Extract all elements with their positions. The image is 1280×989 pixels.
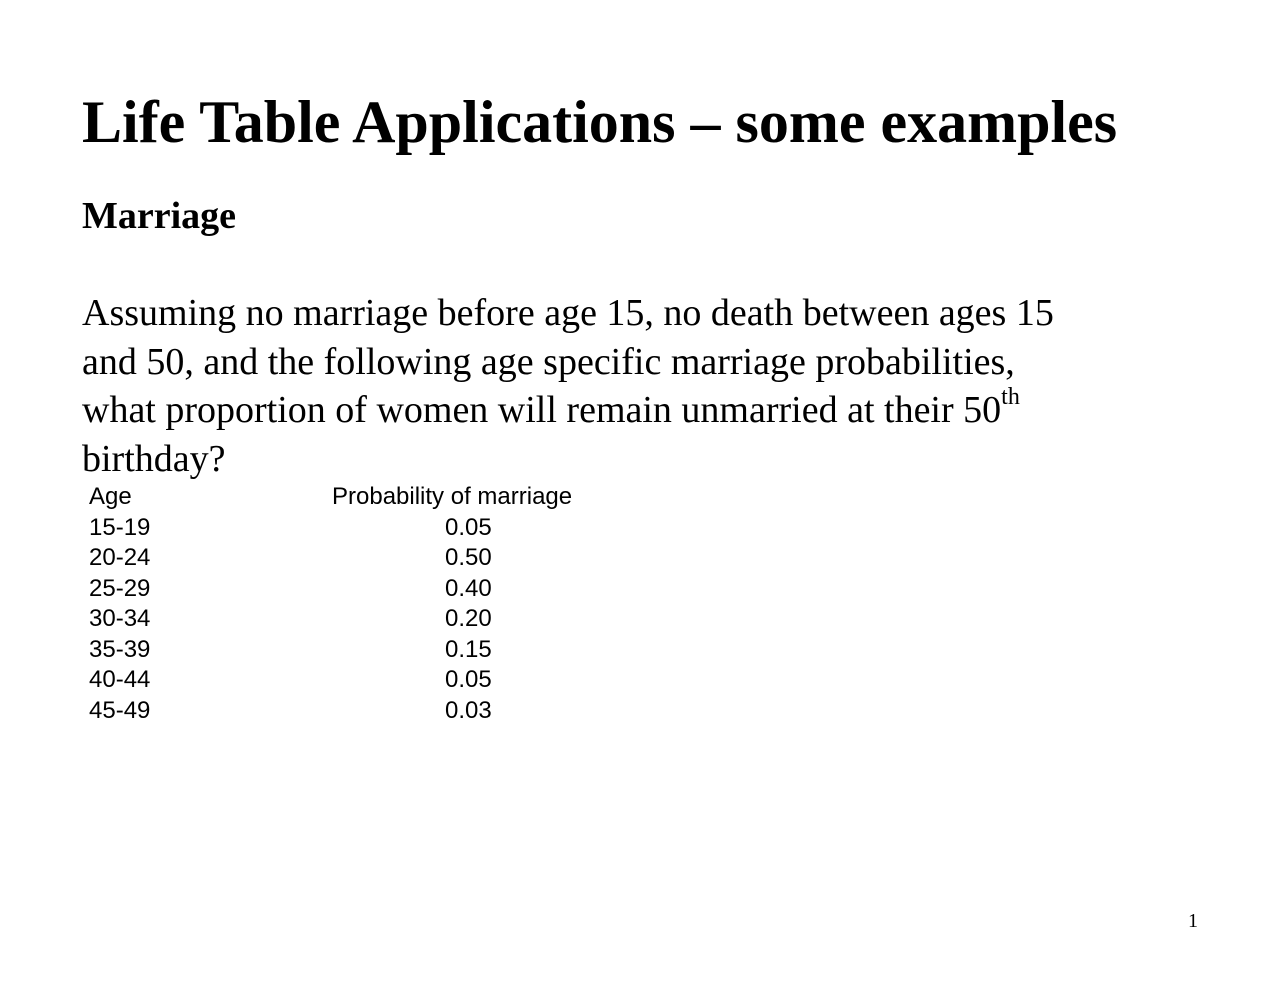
page-number: 1 [1188, 910, 1198, 932]
age-cell: 15-19 [89, 513, 151, 541]
section-heading-marriage: Marriage [82, 195, 237, 237]
question-line-1: Assuming no marriage before age 15, no death between ages 15 [82, 292, 1054, 334]
age-cell: 45-49 [89, 696, 151, 724]
probability-cell: 0.40 [445, 574, 492, 602]
age-cell: 25-29 [89, 574, 151, 602]
probability-column-header: Probability of marriage [332, 483, 573, 510]
age-cell: 40-44 [89, 666, 151, 693]
question-paragraph [82, 289, 1202, 483]
probability-cell: 0.20 [445, 605, 492, 632]
probability-cell: 0.05 [445, 666, 492, 693]
question-line-4: birthday? [82, 437, 226, 480]
age-cell: 20-24 [89, 544, 151, 571]
page-title: Life Table Applications – some examples [82, 89, 1118, 155]
question-line-3-text: what proportion of women will remain unmarried at their 50 [82, 389, 1002, 431]
probability-cell: 0.03 [445, 696, 492, 724]
probability-cell: 0.50 [445, 544, 492, 571]
question-line-3 [82, 386, 1202, 435]
ordinal-suffix: th [1001, 384, 1020, 411]
age-column-header: Age [89, 483, 132, 510]
age-cell: 35-39 [89, 635, 151, 663]
probability-cell: 0.05 [445, 513, 492, 541]
age-cell: 30-34 [89, 605, 151, 632]
question-line-2: and 50, and the following age specific marriage probabilities, [82, 340, 1015, 383]
probability-cell: 0.15 [445, 635, 492, 663]
